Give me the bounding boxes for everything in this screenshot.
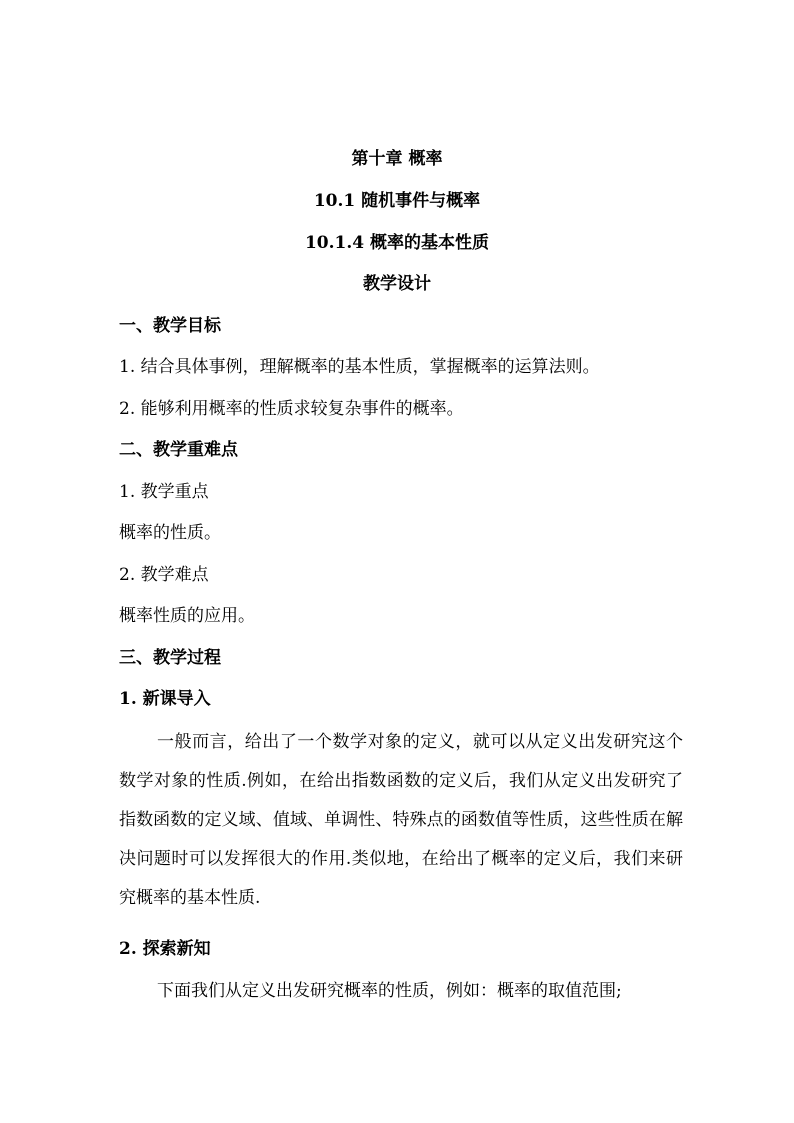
- section-title: 10.1 随机事件与概率: [313, 191, 481, 211]
- document-type-title: 教学设计: [363, 274, 431, 294]
- process-heading: 三、教学过程: [119, 648, 221, 668]
- difficulty-text: 概率性质的应用。: [119, 606, 255, 626]
- intro-heading: 1. 新课导入: [119, 689, 211, 709]
- goal-item-1: 1. 结合具体事例，理解概率的基本性质，掌握概率的运算法则。: [119, 357, 600, 377]
- focus-text: 概率的性质。: [119, 523, 221, 543]
- goal-item-2: 2. 能够利用概率的性质求较复杂事件的概率。: [119, 399, 464, 419]
- focus-label: 1. 教学重点: [119, 482, 209, 502]
- goals-heading: 一、教学目标: [119, 316, 221, 336]
- intro-paragraph: 一般而言，给出了一个数学对象的定义，就可以从定义出发研究这个数学对象的性质.例如，在给出指数函数的定义后，我们从定义出发研究了指数函数的定义域、值域、单调性、特殊点的函数值等性质，这些性质在解决问题时可以发挥很大的作用.类似地，在给出了概率的定义后，我们来研究概率的基本性质.: [119, 732, 683, 908]
- chapter-title: 第十章 概率: [351, 149, 443, 169]
- explore-paragraph: 下面我们从定义出发研究概率的性质，例如：概率的取值范围;: [157, 981, 622, 1001]
- key-points-heading: 二、教学重难点: [119, 440, 238, 460]
- subsection-title: 10.1.4 概率的基本性质: [304, 233, 490, 253]
- explore-heading: 2. 探索新知: [119, 939, 211, 959]
- difficulty-label: 2. 教学难点: [119, 565, 209, 585]
